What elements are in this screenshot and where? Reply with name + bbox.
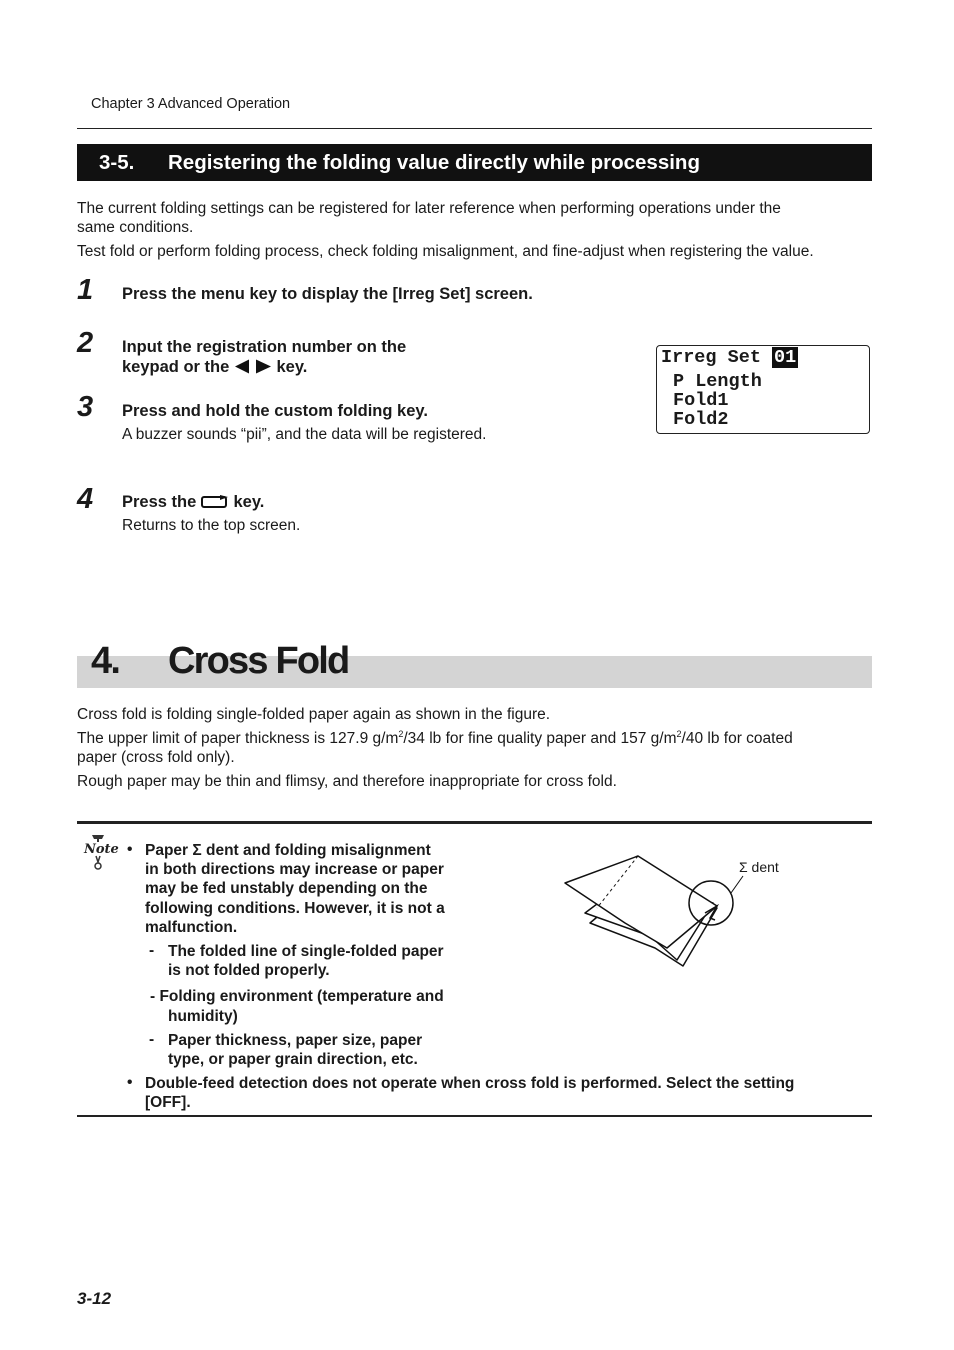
return-key-icon — [201, 495, 229, 509]
cross-fold-para-1: Cross fold is folding single-folded paper again as shown in the figure. — [77, 706, 551, 723]
note-bullet-1-line3: may be fed unstably depending on the — [145, 880, 428, 897]
note-bottom-rule — [77, 1115, 872, 1117]
chapter-section-title: Cross Fold — [168, 640, 349, 682]
cross-fold-para-2: The upper limit of paper thickness is 127.9 $g/m^2/34$ lb for fine quality paper and 157 $g/m^2/40$ lb for coated — [77, 729, 793, 747]
section-number: 3-5. — [99, 151, 135, 174]
cross-fold-para-3: Rough paper may be thin and flimsy, and therefore inappropriate for cross fold. — [77, 773, 617, 790]
lcd-line-3: Fold1 — [673, 390, 729, 411]
chapter-section-number: 4. — [91, 640, 120, 682]
step-4-pre: Press the — [122, 493, 197, 511]
sigma-dent-label: Σ dent — [739, 859, 779, 875]
note-bullet-1-line1: Paper Σ dent and folding misalignment — [145, 842, 431, 859]
step-2-text-line1: Input the registration number on the — [122, 338, 407, 356]
step-number-4: 4 — [77, 483, 94, 515]
step-number-1: 1 — [77, 274, 94, 306]
lcd-line-2: P Length — [673, 371, 762, 392]
note-sub-3-line2: type, or paper grain direction, etc. — [168, 1051, 418, 1068]
note-sub-2-line1: - Folding environment (temperature and — [150, 988, 444, 1005]
cross-fold-para-2-cont: paper (cross fold only). — [77, 749, 235, 766]
note-top-rule — [77, 821, 872, 824]
bullet-dot-2: • — [127, 1074, 133, 1091]
intro-line-2: same conditions. — [77, 219, 194, 236]
step-4-post: key. — [233, 493, 265, 511]
note-sub-2-line2: humidity) — [168, 1008, 238, 1025]
step-1-text: Press the menu key to display the [Irreg Set] screen. — [122, 285, 533, 303]
note-icon-label: Note — [84, 842, 119, 857]
step-3-text: Press and hold the custom folding key. — [122, 402, 428, 420]
step-2-post: key. — [276, 358, 308, 376]
note-sub-1-line2: is not folded properly. — [168, 962, 330, 979]
note-bullet-1-line4: following conditions. However, it is not a — [145, 900, 445, 917]
intro-line-1: The current folding settings can be registered for later reference when performing operations under the — [77, 200, 781, 217]
section-heading-bar — [77, 144, 872, 181]
sub-dash-1: - — [149, 942, 155, 959]
left-right-arrow-keys-icon — [234, 359, 272, 374]
note-bullet-2-line1: Double-feed detection does not operate when cross fold is performed. Select the setting — [145, 1075, 795, 1092]
step-2-pre: keypad or the — [122, 358, 230, 376]
intro-line-3: Test fold or perform folding process, check folding misalignment, and fine-adjust when registering the value. — [77, 243, 814, 260]
note-bullet-1-line2: in both directions may increase or paper — [145, 861, 444, 878]
step-2-text-line2 — [122, 357, 307, 377]
step-3-subtext: A buzzer sounds “pii”, and the data will be registered. — [122, 426, 487, 443]
note-bullet-2-line2: [OFF]. — [145, 1094, 191, 1111]
bullet-dot-1: • — [127, 841, 133, 858]
note-bullet-1-line5: malfunction. — [145, 919, 238, 936]
step-4-text — [122, 492, 264, 512]
sub-dash-3: - — [149, 1031, 155, 1048]
note-sub-3-line1: Paper thickness, paper size, paper — [168, 1032, 423, 1049]
lcd-irreg-set-screen — [656, 345, 870, 434]
lcd-line-1 — [661, 348, 798, 368]
page-number: 3-12 — [77, 1289, 112, 1308]
note-sub-1-line1: The folded line of single-folded paper — [168, 943, 444, 960]
lcd-title: Irreg Set — [661, 347, 761, 368]
lcd-line-4: Fold2 — [673, 409, 729, 430]
chapter-header: Chapter 3 Advanced Operation — [91, 96, 291, 112]
step-number-3: 3 — [77, 391, 94, 423]
lcd-registration-number: 01 — [774, 347, 797, 368]
step-4-subtext: Returns to the top screen. — [122, 517, 301, 534]
header-rule — [77, 128, 872, 129]
step-number-2: 2 — [77, 327, 94, 359]
section-title: Registering the folding value directly while processing — [168, 151, 700, 174]
note-icon — [82, 832, 122, 872]
